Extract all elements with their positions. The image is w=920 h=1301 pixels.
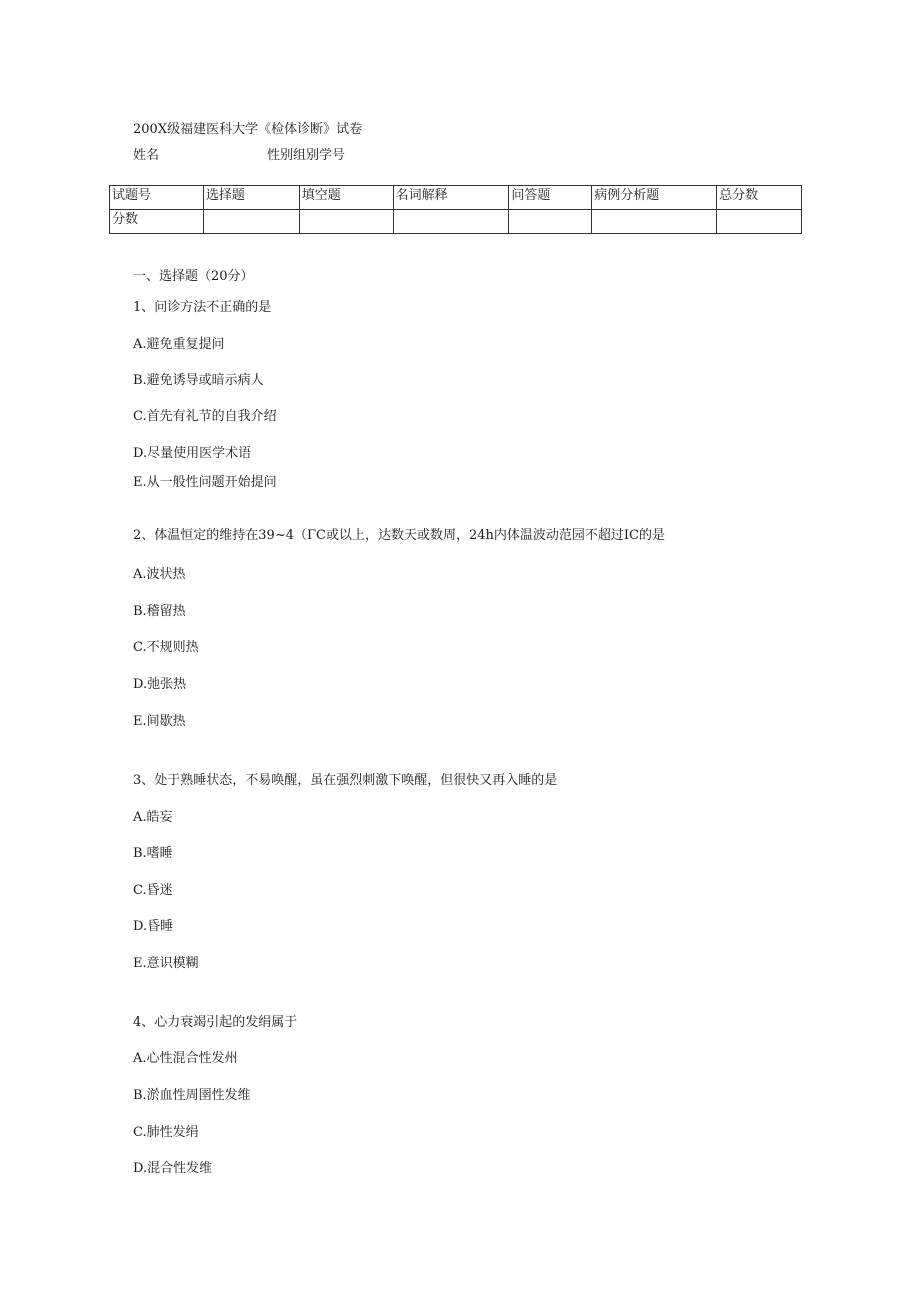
answer-option: B.淤血性周圉性发维 [133,1088,251,1103]
score-cell[interactable] [717,210,802,234]
answer-option: E.从一般性问题开始提问 [133,475,277,490]
table-header-cell: 问答题 [509,186,592,210]
score-cell[interactable] [393,210,509,234]
answer-option: C.肺性发绢 [133,1125,199,1140]
score-row-label: 分数 [110,210,204,234]
score-cell[interactable] [592,210,717,234]
answer-option: A.避免重复提问 [133,337,225,352]
score-table-header-row [110,186,802,210]
table-header-cell: 病例分析题 [592,186,717,210]
answer-option: C.不规则热 [133,640,199,655]
name-label: 姓名 [133,148,160,163]
question-stem: 3、处于熟睡状态，不易唤醒，虽在强烈刺激下唤醒，但很快又再入睡的是 [133,773,558,788]
answer-option: C.昏迷 [133,883,173,898]
answer-option: B.嗜睡 [133,846,173,861]
answer-option: A.皓妄 [133,810,173,825]
answer-option: A.波状热 [133,567,186,582]
score-table-score-row [110,210,802,234]
student-info-line [133,144,345,163]
table-header-cell: 选择题 [203,186,299,210]
answer-option: D.混合性发维 [133,1161,213,1176]
answer-option: E.间歇热 [133,714,186,729]
answer-option: D.弛张热 [133,677,187,692]
answer-option: B.避免诱导或暗示病人 [133,373,264,388]
table-header-cell: 名词解释 [393,186,509,210]
question-stem: 1、问诊方法不正确的是 [133,300,272,315]
table-header-cell: 填空题 [299,186,393,210]
gender-group-id-label: 性别组别学号 [267,148,346,163]
answer-option: D.昏睡 [133,919,174,934]
score-table [109,185,802,234]
exam-title: 200X级福建医科大学《检体诊断》试卷 [133,122,363,137]
section-heading: 一、选择题（20分） [133,269,254,284]
answer-option: A.心性混合性发州 [133,1051,238,1066]
score-cell[interactable] [299,210,393,234]
answer-option: D.尽量使用医学术语 [133,446,252,461]
answer-option: C.首先有礼节的自我介绍 [133,409,277,424]
question-stem: 4、心力衰竭引起的发绢属于 [133,1015,298,1030]
answer-option: B.稽留热 [133,604,186,619]
score-cell[interactable] [509,210,592,234]
question-stem: 2、体温恒定的维持在39~4（ΓC或以上，达数天或数周，24h内体温波动范园不超过IC的是 [133,528,665,543]
table-header-cell: 试题号 [110,186,204,210]
score-cell[interactable] [203,210,299,234]
answer-option: E.意识模糊 [133,956,199,971]
table-header-cell: 总分数 [717,186,802,210]
